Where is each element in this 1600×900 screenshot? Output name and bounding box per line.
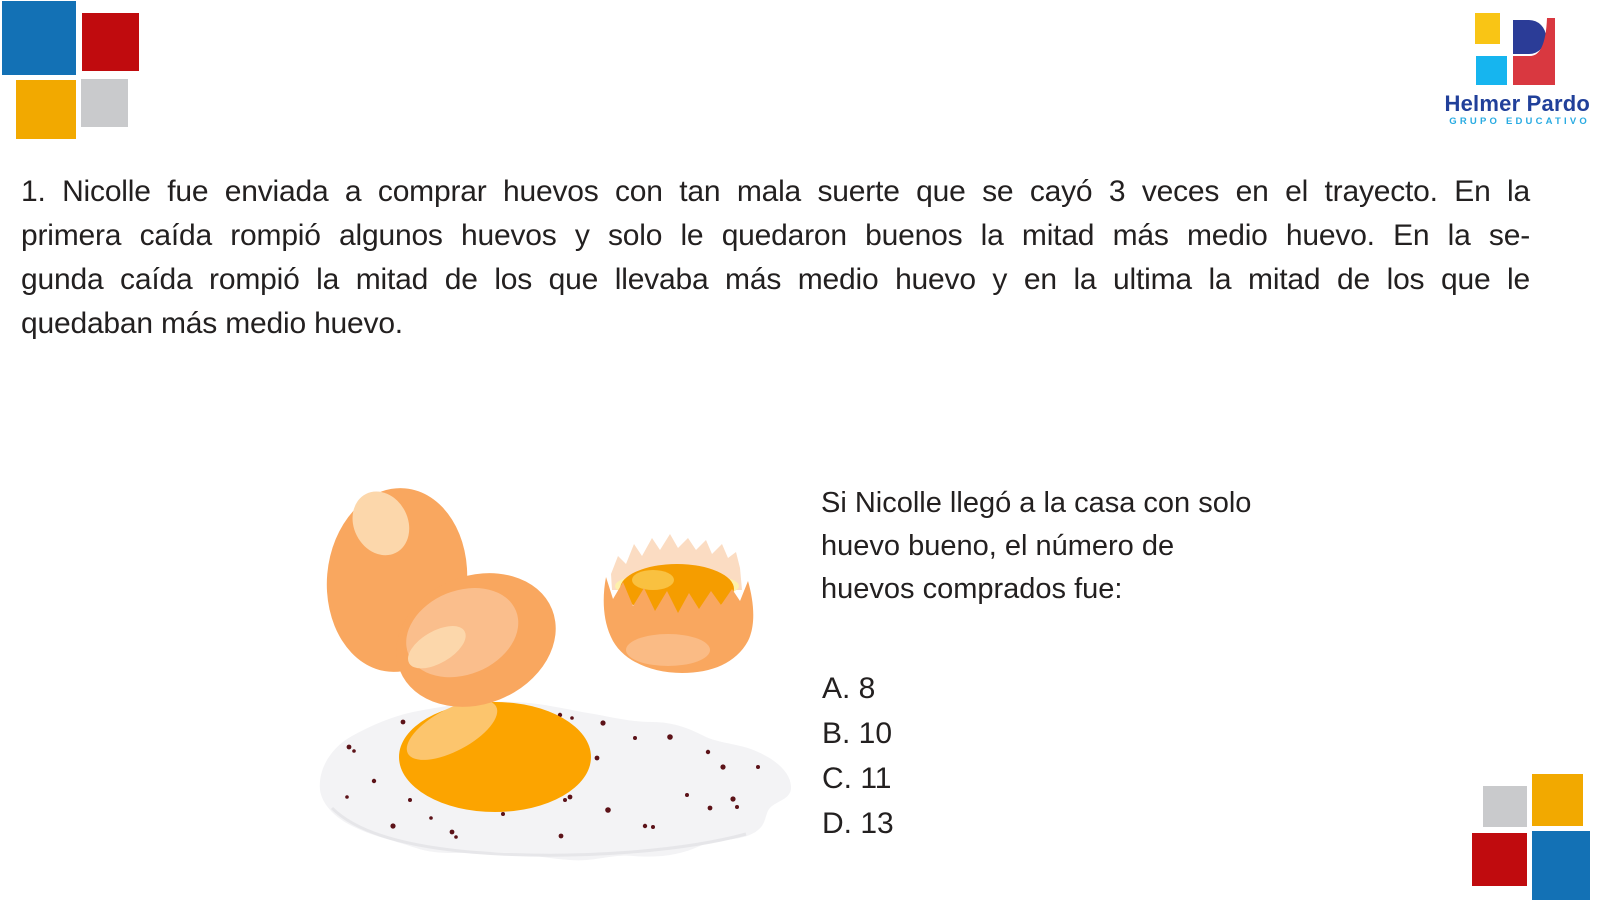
square-blue bbox=[1532, 831, 1590, 900]
brand-text-block bbox=[1400, 92, 1590, 128]
fried-egg-yolk bbox=[398, 688, 591, 812]
square-gray bbox=[81, 79, 128, 127]
problem-line: gunda caída rompió la mitad de los que llevaba más medio huevo y en la ultima la mitad de los que le bbox=[21, 263, 1530, 296]
answer-option-c: C. 11 bbox=[822, 762, 892, 795]
shell-front-light-patch bbox=[626, 634, 710, 666]
square-blue bbox=[2, 1, 76, 75]
egg-illustration-art bbox=[265, 440, 805, 900]
question-text bbox=[821, 482, 1361, 611]
problem-text bbox=[21, 170, 1530, 346]
square-orange bbox=[16, 80, 76, 139]
mark-cyan-square bbox=[1476, 56, 1507, 85]
mark-yellow-square bbox=[1475, 13, 1500, 44]
answer-option-a: A. 8 bbox=[822, 672, 876, 705]
square-gray bbox=[1483, 786, 1527, 827]
question-line: Si Nicolle llegó a la casa con solo bbox=[821, 487, 1252, 519]
logo-squares-top-left bbox=[2, 1, 140, 140]
square-orange bbox=[1532, 774, 1583, 826]
problem-line: primera caída rompió algunos huevos y solo le quedaron buenos la mitad más medio huevo. En la se- bbox=[21, 219, 1530, 252]
helmer-pardo-logo-mark bbox=[1472, 8, 1560, 88]
answer-options bbox=[822, 666, 894, 846]
answer-option-b: B. 10 bbox=[822, 717, 893, 750]
logo-squares-bottom-right bbox=[1472, 772, 1590, 900]
shell-yolk-highlight bbox=[632, 570, 674, 590]
problem-line: quedaban más medio huevo. bbox=[21, 307, 403, 340]
square-red bbox=[1472, 833, 1527, 886]
answer-option-d: D. 13 bbox=[822, 807, 894, 840]
square-red bbox=[82, 13, 139, 71]
question-line: huevos comprados fue: bbox=[821, 573, 1123, 605]
question-line: huevo bueno, el número de bbox=[821, 530, 1175, 562]
problem-line: 1. Nicolle fue enviada a comprar huevos con tan mala suerte que se cayó 3 veces en el trayecto. En la bbox=[21, 175, 1530, 208]
brand-name: Helmer Pardo bbox=[1444, 91, 1590, 116]
broken-shell bbox=[604, 534, 754, 673]
brand-tagline: GRUPO EDUCATIVO bbox=[1449, 116, 1590, 127]
